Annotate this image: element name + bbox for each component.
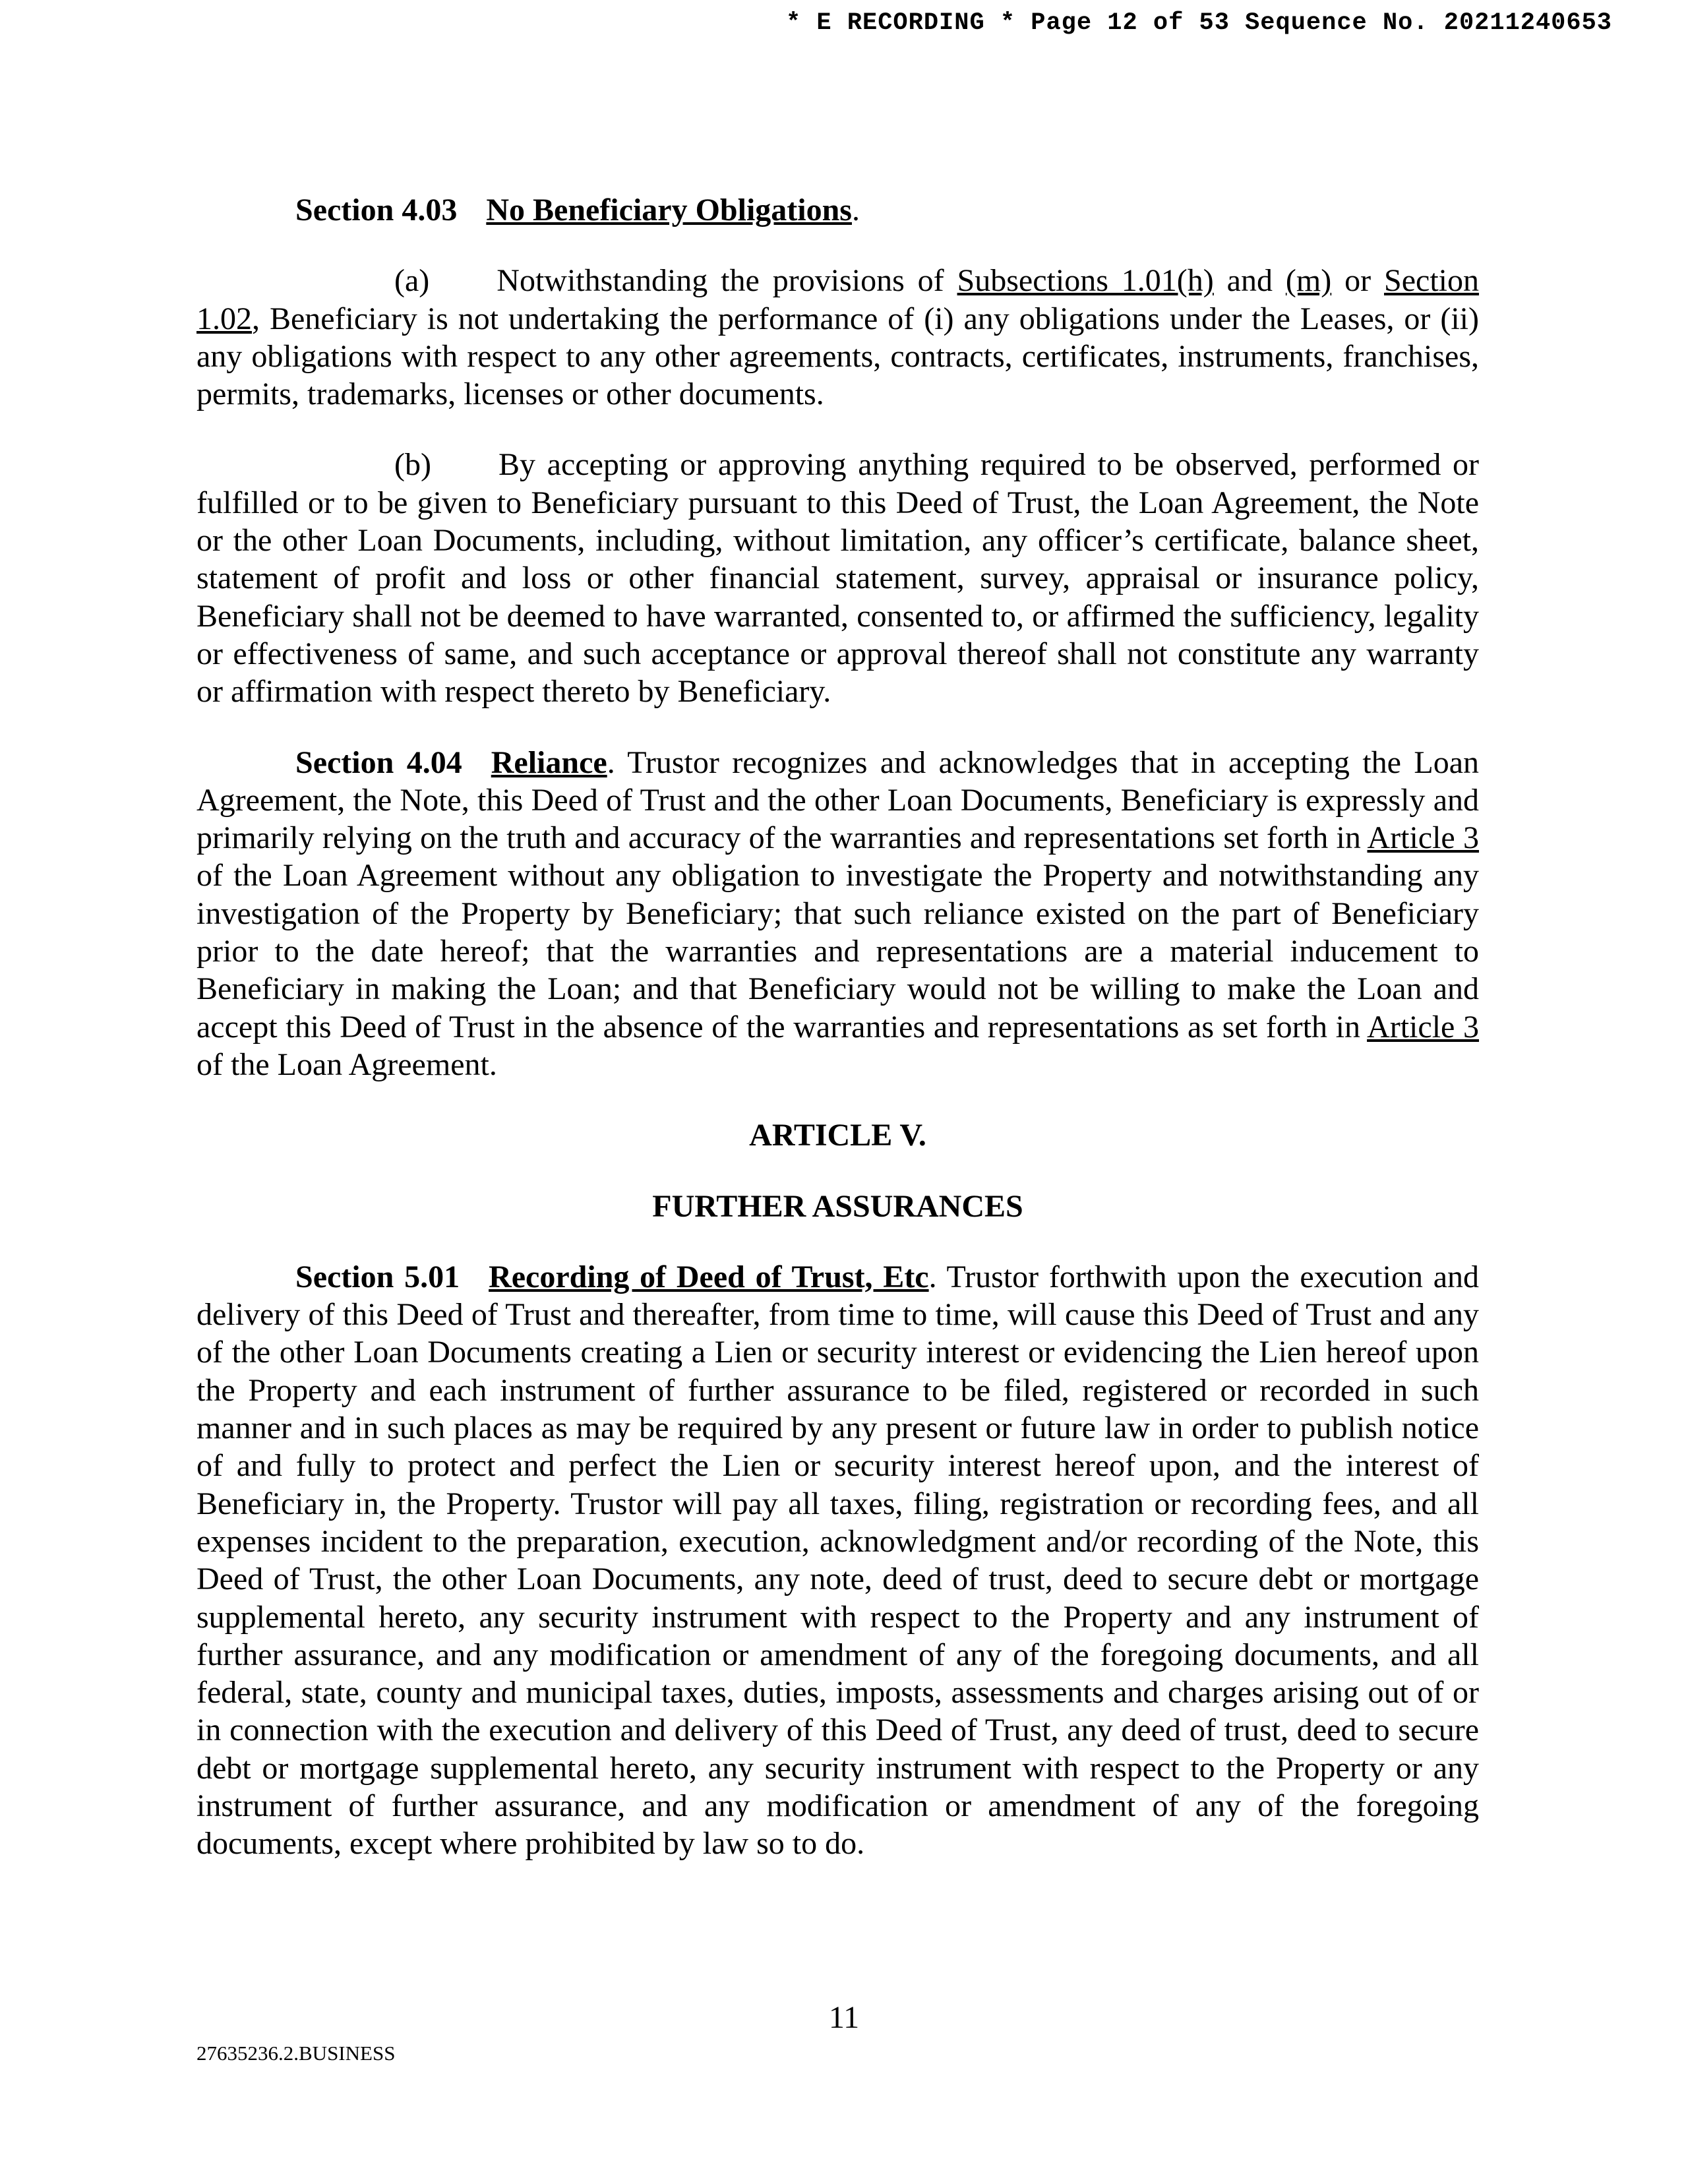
section-4-03-paragraph-a: (a) Notwithstanding the provisions of Subsections 1.01(h) and (m) or Section 1.02, Beneficiary is not undertaking the performance of (i) any obligations under the Leases, or (ii) any obligations with respect to any other agreements, contracts, certificates, instruments, franchises, permits, trademarks, licenses or other documents. <box>196 263 1479 412</box>
page-number: 11 <box>828 2000 860 2035</box>
section-4-03-heading: Section 4.03 No Beneficiary Obligations. <box>295 193 860 228</box>
section-title: Recording of Deed of Trust, Etc <box>489 1259 929 1294</box>
section-number: Section 4.03 <box>295 193 458 228</box>
section-title: No Beneficiary Obligations <box>486 193 852 228</box>
section-5-01-paragraph: Section 5.01 Recording of Deed of Trust, Etc. Trustor forthwith upon the execution and delivery of this Deed of Trust and thereafter, from time to time, will cause this Deed of Trust and any of the other Loan Documents creating a Lien or security interest or evidencing the Lien hereof upon the Property and each instrument of further assurance to be filed, registered or recorded in such manner and in such places as may be required by any present or future law in order to publish notice of and fully to protect and perfect the Lien or security interest hereof upon, and the interest of Beneficiary in, the Property. Trustor will pay all taxes, filing, registration or recording fees, and all expenses incident to the preparation, execution, acknowledgment and/or recording of the Note, this Deed of Trust, the other Loan Documents, any note, deed of trust, deed to secure debt or mortgage supplemental hereto, any security instrument with respect to the Property and any instrument of further assurance, and any modification or amendment of any of the foregoing documents, and all federal, state, county and municipal taxes, duties, imposts, assessments and charges arising out of or in connection with the execution and delivery of this Deed of Trust, any deed of trust, deed to secure debt or mortgage supplemental hereto, any security instrument with respect to the Property or any instrument of further assurance, and any modification or amendment of any of the foregoing documents, except where prohibited by law so to do. <box>196 1259 1480 1862</box>
section-number: Section 5.01 <box>295 1259 460 1294</box>
document-code: 27635236.2.BUSINESS <box>196 2042 396 2065</box>
recording-stamp: * E RECORDING * Page 12 of 53 Sequence No. 20211240653 <box>786 9 1612 37</box>
cross-reference: (m) <box>1285 263 1332 299</box>
article-subheading: FURTHER ASSURANCES <box>652 1188 1023 1224</box>
cross-reference: Article 3 <box>1367 1009 1480 1045</box>
paragraph-marker: (a) <box>394 263 430 299</box>
cross-reference: Article 3 <box>1367 820 1480 856</box>
cross-reference: Subsections 1.01(h) <box>957 263 1214 299</box>
section-title: Reliance <box>491 744 607 780</box>
section-number: Section 4.04 <box>295 744 462 780</box>
paragraph-marker: (b) <box>394 447 431 483</box>
section-4-03-paragraph-b: (b) By accepting or approving anything required to be observed, performed or fulfilled or to be given to Beneficiary pursuant to this Deed of Trust, the Loan Agreement, the Note or the other Loan Documents, including, without limitation, any officer’s certificate, balance sheet, statement of profit and loss or other financial statement, survey, appraisal or insurance policy, Beneficiary shall not be deemed to have warranted, consented to, or affirmed the sufficiency, legality or effectiveness of same, and such acceptance or approval thereof shall not constitute any warranty or affirmation with respect thereto by Beneficiary. <box>196 447 1479 710</box>
section-4-04-paragraph: Section 4.04 Reliance. Trustor recognizes and acknowledges that in accepting the Loan Agreement, the Note, this Deed of Trust and the other Loan Documents, Beneficiary is expressly and primarily relying on the truth and accuracy of the warranties and representations set forth in Article 3 of the Loan Agreement without any obligation to investigate the Property and notwithstanding any investigation of the Property by Beneficiary; that such reliance existed on the part of Beneficiary prior to the date hereof; that the warranties and representations are a material inducement to Beneficiary in making the Loan; and that Beneficiary would not be willing to make the Loan and accept this Deed of Trust in the absence of the warranties and representations as set forth in Article 3 of the Loan Agreement. <box>196 744 1480 1082</box>
cross-reference: Section 1.02 <box>196 263 1479 336</box>
document-page <box>196 191 1479 1896</box>
article-heading: ARTICLE V. <box>749 1118 926 1153</box>
